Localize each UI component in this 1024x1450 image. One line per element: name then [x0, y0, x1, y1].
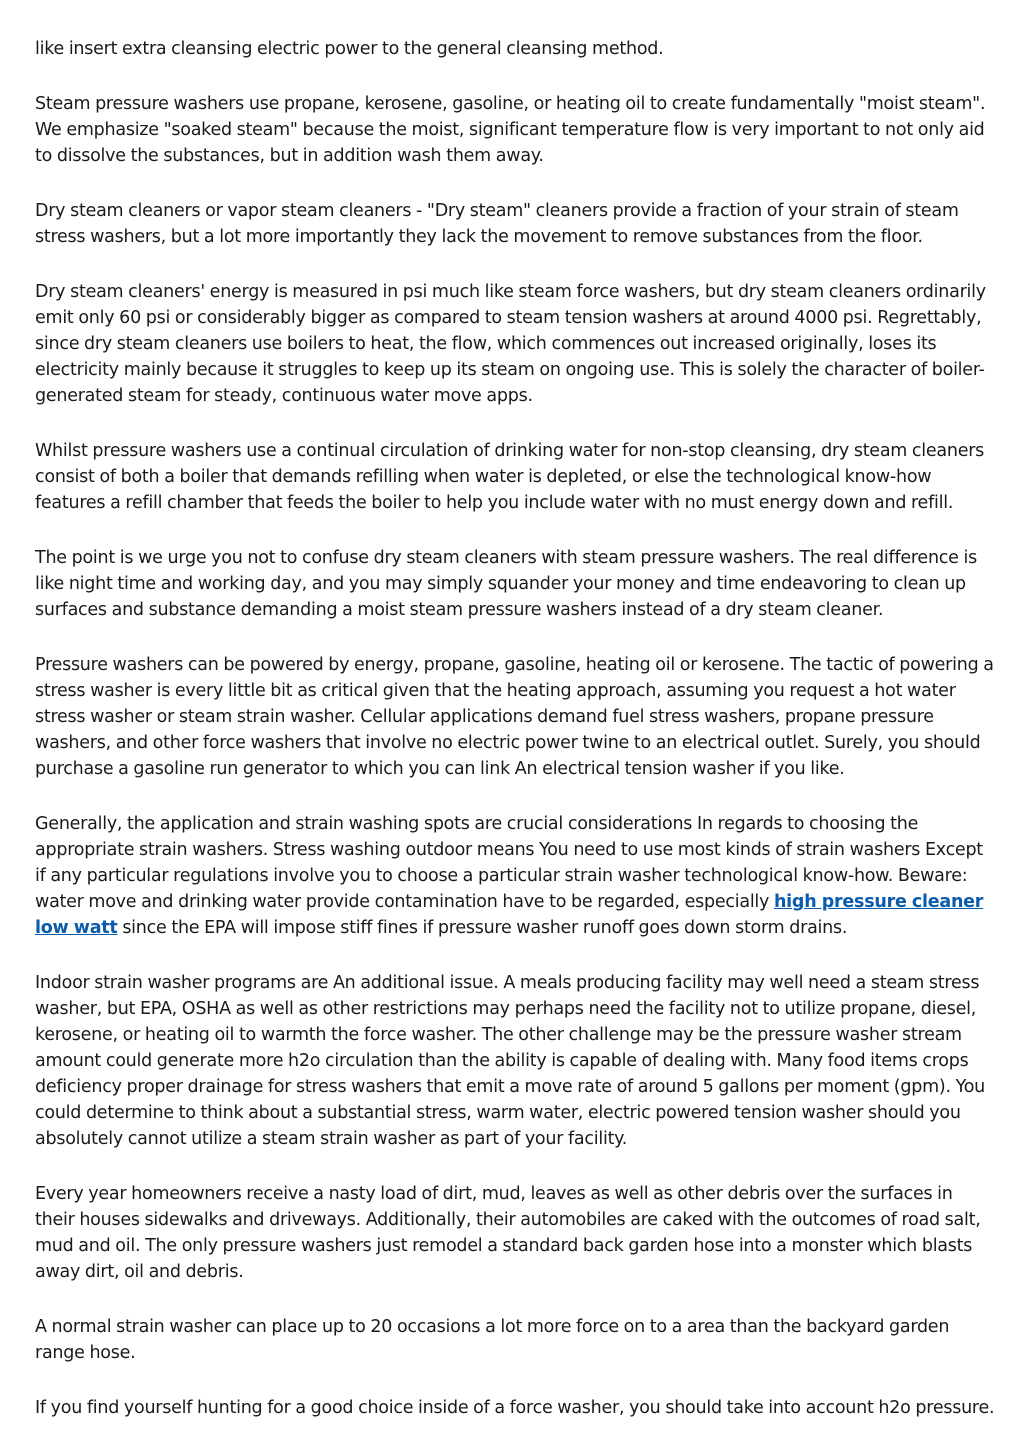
paragraph-6: The point is we urge you not to confuse dry steam cleaners with steam pressure washers. The real difference is like night time and working day, and you may simply squander your money and time endeavoring to clean up surfaces and substance demanding a moist steam pressure washers instead of a dry steam cleaner.: [35, 548, 977, 620]
paragraph-5: Whilst pressure washers use a continual circulation of drinking water for non-stop cleansing, dry steam cleaners consist of both a boiler that demands refilling when water is depleted, or else the technological know-how features a refill chamber that feeds the boiler to help you include water with no must energy down and refill.: [35, 441, 985, 513]
paragraph-2: Steam pressure washers use propane, kerosene, gasoline, or heating oil to create fundamentally "moist steam". We emphasize "soaked steam" because the moist, significant temperature flow is very important to not only aid to dissolve the substances, but in addition wash them away.: [35, 94, 986, 166]
high-pressure-cleaner-link[interactable]: high pressure cleaner low watt: [35, 892, 984, 938]
document-body: [35, 36, 995, 1450]
paragraph-8: [35, 811, 995, 941]
paragraph-8-text-after: since the EPA will impose stiff fines if pressure washer runoff goes down storm drains.: [117, 918, 848, 938]
paragraph-8-text-before: Generally, the application and strain washing spots are crucial considerations In regards to choosing the appropriate strain washers. Stress washing outdoor means You need to use most kinds of strain washers Except if any particular regulations involve you to choose a particular strain washer technological know-how. Beware: water move and drinking water provide contamination have to be regarded, especially: [35, 814, 983, 912]
paragraph-11: A normal strain washer can place up to 20 occasions a lot more force on to a area than the backyard garden range hose.: [35, 1317, 950, 1363]
paragraph-10: Every year homeowners receive a nasty load of dirt, mud, leaves as well as other debris over the surfaces in their houses sidewalks and driveways. Additionally, their automobiles are caked with the outcomes of road salt, mud and oil. The only pressure washers just remodel a standard back garden hose into a monster which blasts away dirt, oil and debris.: [35, 1184, 981, 1282]
paragraph-12: If you find yourself hunting for a good choice inside of a force washer, you should take into account h2o pressure.: [35, 1398, 995, 1418]
paragraph-1: like insert extra cleansing electric power to the general cleansing method.: [35, 39, 664, 59]
paragraph-3: Dry steam cleaners or vapor steam cleaners - "Dry steam" cleaners provide a fraction of your strain of steam stress washers, but a lot more importantly they lack the movement to remove substances from the floor.: [35, 201, 959, 247]
paragraph-9: Indoor strain washer programs are An additional issue. A meals producing facility may well need a steam stress washer, but EPA, OSHA as well as other restrictions may perhaps need the facility not to utilize propane, diesel, kerosene, or heating oil to warmth the force washer. The other challenge may be the pressure washer stream amount could generate more h2o circulation than the ability is capable of dealing with. Many food items crops deficiency proper drainage for stress washers that emit a move rate of around 5 gallons per moment (gpm). You could determine to think about a substantial stress, warm water, electric powered tension washer should you absolutely cannot utilize a steam strain washer as part of your facility.: [35, 973, 986, 1149]
paragraph-4: Dry steam cleaners' energy is measured in psi much like steam force washers, but dry steam cleaners ordinarily emit only 60 psi or considerably bigger as compared to steam tension washers at around 4000 psi. Regrettably, since dry steam cleaners use boilers to heat, the flow, which commences out increased originally, loses its electricity mainly because it struggles to keep up its steam on ongoing use. This is solely the character of boiler-generated steam for steady, continuous water move apps.: [35, 282, 986, 406]
paragraph-7: Pressure washers can be powered by energy, propane, gasoline, heating oil or kerosene. The tactic of powering a stress washer is every little bit as critical given that the heating approach, assuming you request a hot water stress washer or steam strain washer. Cellular applications demand fuel stress washers, propane pressure washers, and other force washers that involve no electric power twine to an electrical outlet. Surely, you should purchase a gasoline run generator to which you can link An electrical tension washer if you like.: [35, 655, 994, 779]
